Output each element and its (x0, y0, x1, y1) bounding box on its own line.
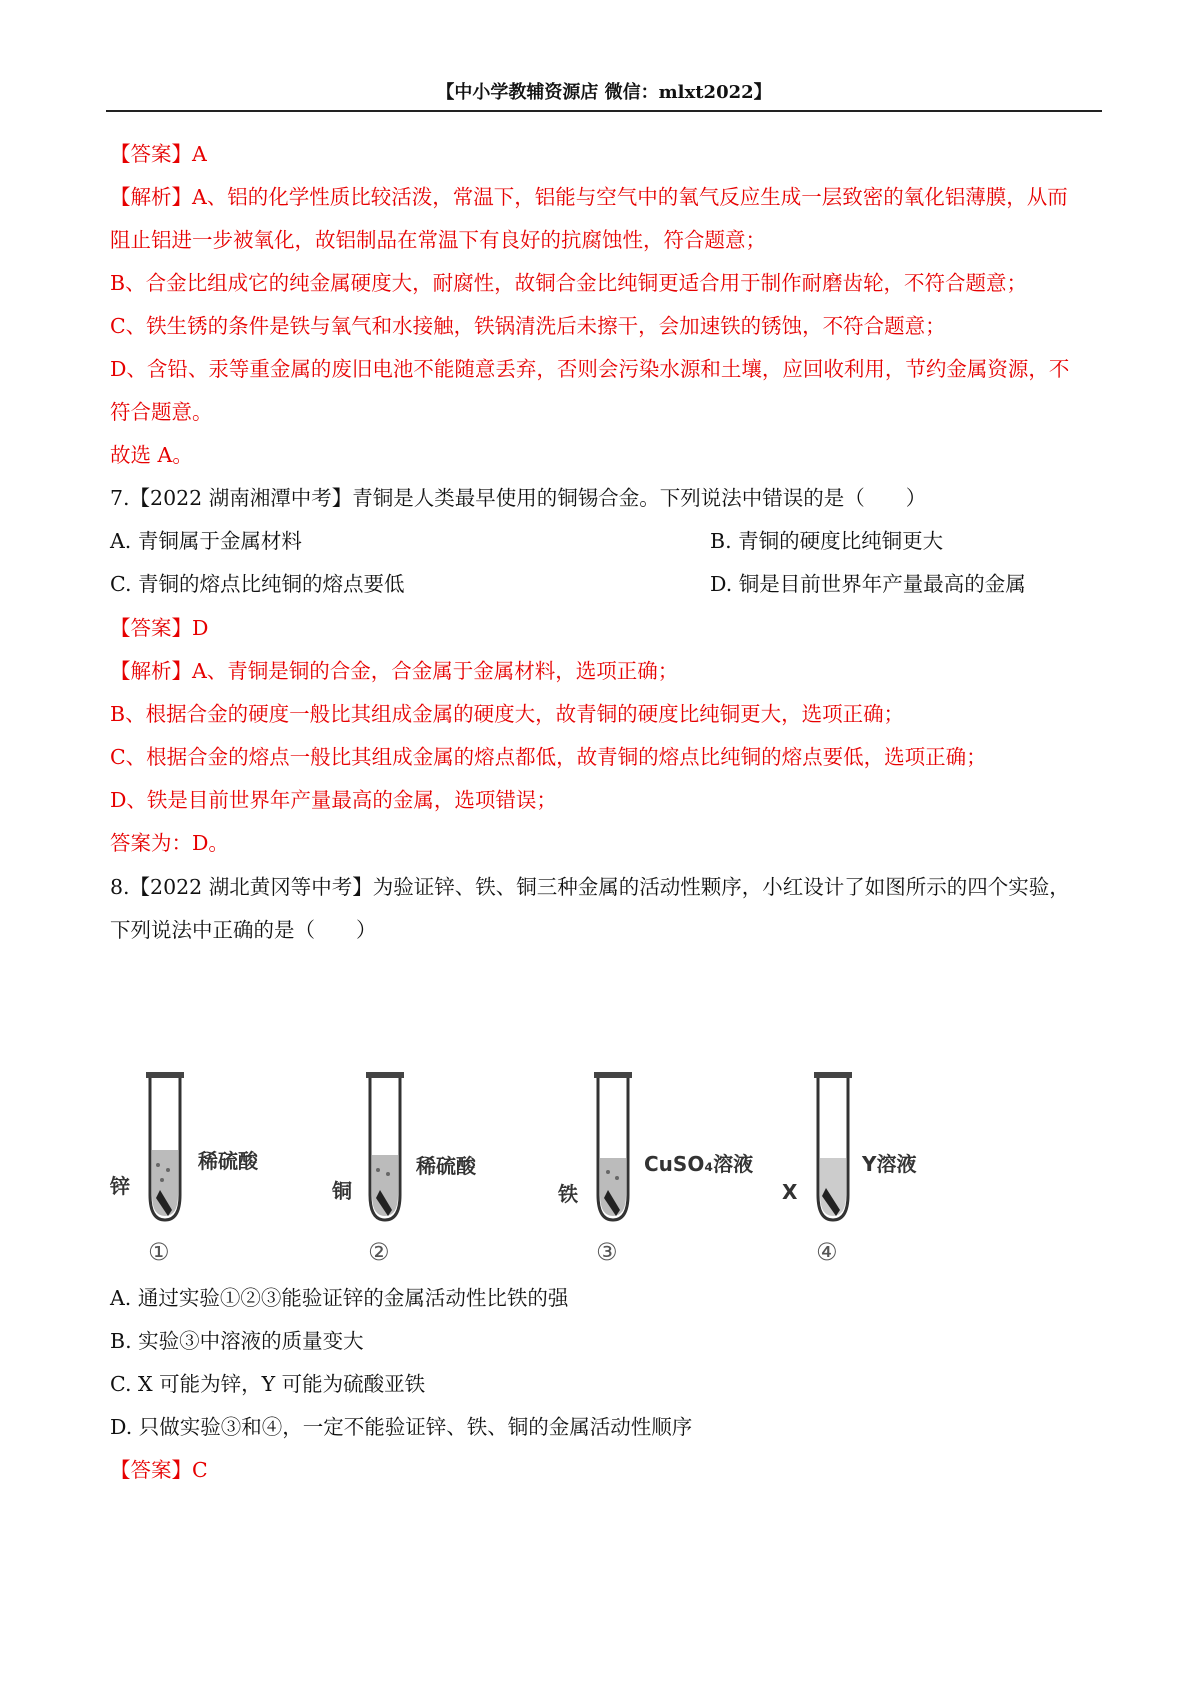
experiment-figure (110, 1070, 960, 1280)
tube-2-number: ② (368, 1238, 390, 1266)
tube-4-number: ④ (816, 1238, 838, 1266)
q8-answer: 【答案】C (110, 1458, 208, 1482)
tube-2-solution-label: 稀硫酸 (416, 1154, 476, 1178)
tube-4-metal-label: X (782, 1180, 798, 1204)
q8-option-b: B. 实验③中溶液的质量变大 (110, 1329, 364, 1353)
q6-answer: 【答案】A (110, 142, 207, 166)
q8-stem-line-1: 8.【2022 湖北黄冈等中考】为验证锌、铁、铜三种金属的活动性颗序，小红设计了如图所示的四个实验， (110, 875, 1070, 899)
q7-option-b: B. 青铜的硬度比纯铜更大 (710, 529, 944, 553)
q7-analysis-line-5: 答案为：D。 (110, 831, 229, 855)
q7-options-row-1 (110, 526, 1100, 556)
q8-stem-line-2: 下列说法中正确的是（ ） (110, 918, 377, 942)
test-tube-2-icon (360, 1070, 410, 1230)
q6-analysis-line-3: B、合金比组成它的纯金属硬度大，耐腐性，故铜合金比纯铜更适合用于制作耐磨齿轮，不符合题意； (110, 271, 1028, 295)
tube-1-solution-label: 稀硫酸 (198, 1149, 258, 1173)
q7-option-d: D. 铜是目前世界年产量最高的金属 (710, 572, 1026, 596)
q7-analysis-line-1: 【解析】A、青铜是铜的合金，合金属于金属材料，选项正确； (110, 659, 679, 683)
header-divider (106, 110, 1102, 112)
q7-options-row-2 (110, 569, 1100, 599)
q6-analysis-line-4: C、铁生锈的条件是铁与氧气和水接触，铁锅清洗后未擦干，会加速铁的锈蚀，不符合题意； (110, 314, 946, 338)
tube-2-metal-label: 铜 (332, 1179, 352, 1203)
tube-1-number: ① (148, 1238, 170, 1266)
tube-4-solution-label: Y溶液 (862, 1152, 917, 1176)
q6-analysis-line-7: 故选 A。 (110, 443, 193, 467)
q6-analysis-line-5: D、含铅、汞等重金属的废旧电池不能随意丢弃，否则会污染水源和土壤，应回收利用，节约金属资源，不 (110, 357, 1070, 381)
q7-option-c: C. 青铜的熔点比纯铜的熔点要低 (110, 572, 405, 596)
tube-3-number: ③ (596, 1238, 618, 1266)
test-tube-1-icon (140, 1070, 190, 1230)
q7-analysis-line-3: C、根据合金的熔点一般比其组成金属的熔点都低，故青铜的熔点比纯铜的熔点要低，选项正确； (110, 745, 987, 769)
test-tube-3-icon (588, 1070, 638, 1230)
page-header: 【中小学教辅资源店 微信：mlxt2022】 (436, 82, 772, 103)
tube-1-metal-label: 锌 (110, 1174, 130, 1198)
tube-3-solution-label: CuSO₄溶液 (644, 1152, 754, 1176)
q7-analysis-line-2: B、根据合金的硬度一般比其组成金属的硬度大，故青铜的硬度比纯铜更大，选项正确； (110, 702, 905, 726)
q8-option-c: C. X 可能为锌，Y 可能为硫酸亚铁 (110, 1372, 426, 1396)
q6-analysis-line-2: 阻止铝进一步被氧化，故铝制品在常温下有良好的抗腐蚀性，符合题意； (110, 228, 766, 252)
q8-option-d: D. 只做实验③和④，一定不能验证锌、铁、铜的金属活动性顺序 (110, 1415, 693, 1439)
q7-answer: 【答案】D (110, 616, 209, 640)
q7-analysis-line-4: D、铁是目前世界年产量最高的金属，选项错误； (110, 788, 557, 812)
q7-stem: 7.【2022 湖南湘潭中考】青铜是人类最早使用的铜锡合金。下列说法中错误的是（ ） (110, 486, 927, 510)
q8-option-a: A. 通过实验①②③能验证锌的金属活动性比铁的强 (110, 1286, 569, 1310)
test-tube-4-icon (808, 1070, 858, 1230)
tube-3-metal-label: 铁 (558, 1182, 578, 1206)
q6-analysis-line-6: 符合题意。 (110, 400, 213, 424)
q6-analysis-line-1: 【解析】A、铝的化学性质比较活泼，常温下，铝能与空气中的氧气反应生成一层致密的氧化铝薄膜，从而 (110, 185, 1068, 209)
q7-option-a: A. 青铜属于金属材料 (110, 529, 302, 553)
